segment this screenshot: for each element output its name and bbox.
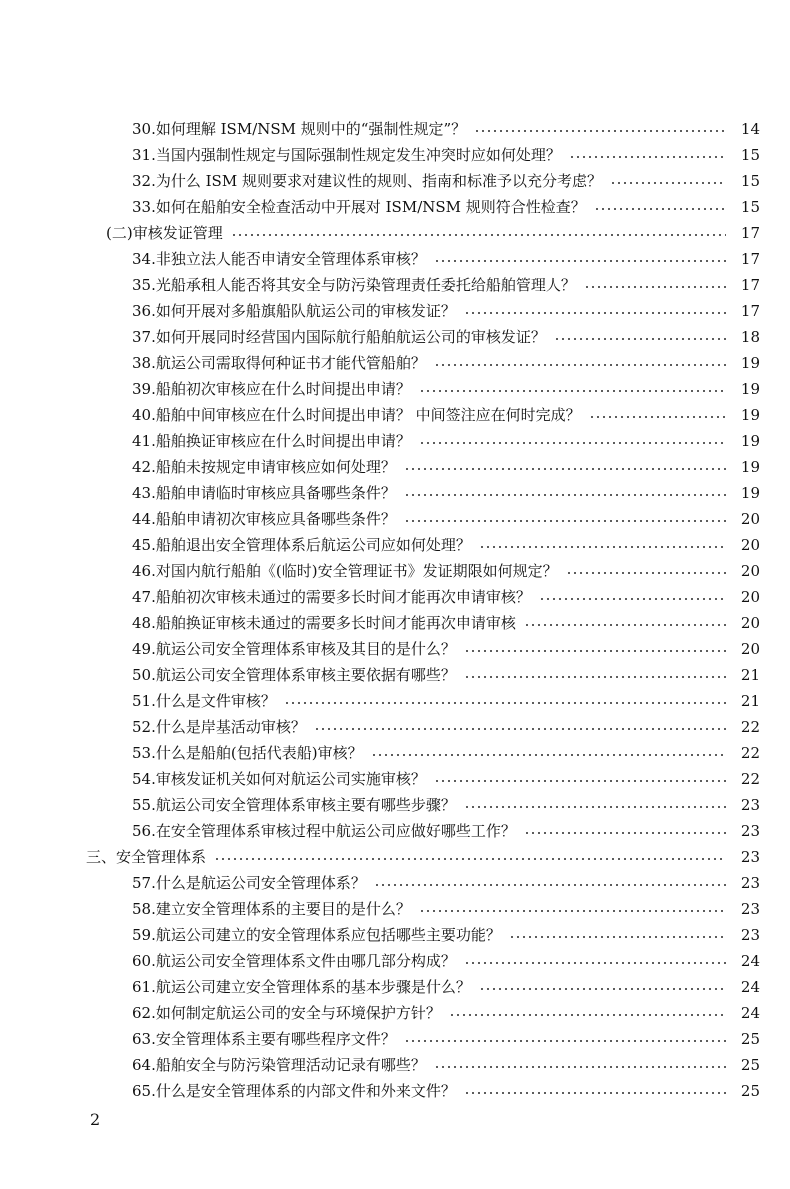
dot-leader — [589, 416, 726, 418]
dot-leader — [419, 442, 726, 444]
toc-entry-page: 24 — [740, 978, 760, 996]
toc-entry[interactable] — [0, 974, 790, 1000]
toc-entry-number: 56. — [132, 822, 156, 840]
toc-entry-number: 31. — [132, 146, 156, 164]
toc-entry-page: 25 — [740, 1082, 760, 1100]
toc-entry-title: (二)审核发证管理 — [106, 224, 223, 242]
toc-entry-page: 22 — [740, 744, 760, 762]
dot-leader — [464, 312, 726, 314]
toc-entry-page: 22 — [740, 770, 760, 788]
dot-leader — [404, 1040, 726, 1042]
toc-entry-page: 20 — [740, 640, 760, 658]
toc-entry-page: 19 — [740, 406, 760, 424]
toc-entry[interactable] — [0, 506, 790, 532]
toc-entry-page: 20 — [740, 510, 760, 528]
dot-leader — [524, 624, 726, 626]
toc-entry[interactable] — [0, 116, 790, 142]
toc-entry[interactable] — [0, 740, 790, 766]
toc-entry-title: 什么是航运公司安全管理体系？ — [155, 874, 366, 892]
dot-leader — [419, 390, 726, 392]
toc-entry-number: 54. — [132, 770, 156, 788]
toc-entry[interactable] — [0, 870, 790, 896]
toc-entry-number: 40. — [132, 406, 156, 424]
dot-leader — [434, 1066, 726, 1068]
toc-entry[interactable] — [0, 766, 790, 792]
toc-section-heading[interactable] — [0, 844, 790, 870]
dot-leader — [610, 182, 726, 184]
dot-leader — [464, 650, 726, 652]
toc-entry-page: 24 — [740, 952, 760, 970]
toc-entry-page: 25 — [740, 1030, 760, 1048]
toc-entry-page: 19 — [740, 432, 760, 450]
toc-entry-number: 41. — [132, 432, 156, 450]
toc-entry-page: 15 — [740, 198, 760, 216]
toc-entry-page: 23 — [740, 822, 760, 840]
toc-entry-page: 20 — [740, 588, 760, 606]
toc-entry-number: 53. — [132, 744, 156, 762]
toc-entry-number: 43. — [132, 484, 156, 502]
toc-entry-number: 34. — [132, 250, 156, 268]
toc-entry-number: 35. — [132, 276, 156, 294]
toc-entry-title: 航运公司安全管理体系文件由哪几部分构成？ — [155, 952, 456, 970]
toc-entry-number: 48. — [132, 614, 156, 632]
toc-entry-title: 审核发证机关如何对航运公司实施审核？ — [155, 770, 426, 788]
toc-entry-title: 什么是安全管理体系的内部文件和外来文件？ — [155, 1082, 456, 1100]
toc-entry-number: 30. — [132, 120, 156, 138]
toc-entry-number: 57. — [132, 874, 156, 892]
toc-entry[interactable] — [0, 246, 790, 272]
toc-entry-page: 24 — [740, 1004, 760, 1022]
toc-entry-number: 63. — [132, 1030, 156, 1048]
toc-entry-title: 建立安全管理体系的主要目的是什么？ — [155, 900, 411, 918]
toc-entry-page: 19 — [740, 484, 760, 502]
toc-entry-number: 62. — [132, 1004, 156, 1022]
toc-entry-page: 23 — [740, 900, 760, 918]
toc-entry-title: 当国内强制性规定与国际强制性规定发生冲突时应如何处理？ — [155, 146, 561, 164]
toc-entry-number: 61. — [132, 978, 156, 996]
dot-leader — [554, 338, 726, 340]
toc-entry[interactable] — [0, 1052, 790, 1078]
toc-entry-title: 航运公司建立安全管理体系的基本步骤是什么？ — [155, 978, 471, 996]
toc-entry-number: 59. — [132, 926, 156, 944]
toc-entry-page: 19 — [740, 354, 760, 372]
toc-entry-title: 非独立法人能否申请安全管理体系审核？ — [155, 250, 426, 268]
toc-entry-title: 什么是船舶(包括代表船)审核？ — [155, 744, 363, 762]
toc-entry[interactable] — [0, 610, 790, 636]
toc-entry-number: 49. — [132, 640, 156, 658]
toc-entry[interactable] — [0, 922, 790, 948]
toc-entry-page: 15 — [740, 146, 760, 164]
toc-entry-page: 17 — [740, 276, 760, 294]
toc-entry-number: 36. — [132, 302, 156, 320]
toc-entry[interactable] — [0, 428, 790, 454]
toc-entry-number: 42. — [132, 458, 156, 476]
dot-leader — [434, 780, 726, 782]
dot-leader — [284, 702, 726, 704]
toc-entry-page: 15 — [740, 172, 760, 190]
toc-entry[interactable] — [0, 1026, 790, 1052]
toc-entry-title: 船舶申请临时审核应具备哪些条件？ — [155, 484, 396, 502]
toc-entry-number: 58. — [132, 900, 156, 918]
toc-entry-page: 17 — [740, 250, 760, 268]
dot-leader — [434, 260, 726, 262]
dot-leader — [374, 884, 726, 886]
toc-entry-title: 如何开展同时经营国内国际航行船舶航运公司的审核发证？ — [155, 328, 546, 346]
dot-leader — [371, 754, 726, 756]
dot-leader — [464, 1092, 726, 1094]
toc-entry-title: 光船承租人能否将其安全与防污染管理责任委托给船舶管理人？ — [155, 276, 576, 294]
toc-entry-page: 14 — [740, 120, 760, 138]
toc-entry-number: 33. — [132, 198, 156, 216]
toc-entry-title: 如何理解 ISM/NSM 规则中的“强制性规定”？ — [155, 120, 467, 138]
toc-entry-number: 45. — [132, 536, 156, 554]
toc-entry-title: 船舶安全与防污染管理活动记录有哪些？ — [155, 1056, 426, 1074]
toc-entry-number: 39. — [132, 380, 156, 398]
toc-entry[interactable] — [0, 376, 790, 402]
dot-leader — [594, 208, 726, 210]
table-of-contents — [0, 116, 790, 1104]
toc-entry-page: 22 — [740, 718, 760, 736]
toc-section-heading[interactable] — [0, 220, 790, 246]
toc-entry-title: 如何开展对多船旗船队航运公司的审核发证？ — [155, 302, 456, 320]
toc-entry[interactable] — [0, 662, 790, 688]
toc-entry[interactable] — [0, 324, 790, 350]
toc-entry[interactable] — [0, 558, 790, 584]
toc-entry[interactable] — [0, 818, 790, 844]
toc-entry-number: 51. — [132, 692, 156, 710]
toc-entry-page: 25 — [740, 1056, 760, 1074]
toc-entry-title: 如何制定航运公司的安全与环境保护方针？ — [155, 1004, 441, 1022]
toc-entry-number: 47. — [132, 588, 156, 606]
toc-entry-title: 为什么 ISM 规则要求对建议性的规则、指南和标准予以充分考虑？ — [155, 172, 602, 190]
toc-entry-number: 44. — [132, 510, 156, 528]
toc-entry-page: 19 — [740, 458, 760, 476]
toc-entry[interactable] — [0, 714, 790, 740]
dot-leader — [419, 910, 726, 912]
toc-entry-title: 什么是岸基活动审核？ — [155, 718, 306, 736]
dot-leader — [539, 598, 726, 600]
dot-leader — [479, 988, 726, 990]
toc-entry[interactable] — [0, 584, 790, 610]
toc-entry-number: 55. — [132, 796, 156, 814]
toc-entry-title: 航运公司安全管理体系审核及其目的是什么？ — [155, 640, 456, 658]
toc-entry[interactable] — [0, 896, 790, 922]
toc-entry-title: 安全管理体系主要有哪些程序文件？ — [155, 1030, 396, 1048]
dot-leader — [566, 572, 726, 574]
dot-leader — [231, 234, 726, 236]
toc-entry[interactable] — [0, 298, 790, 324]
toc-entry-page: 17 — [740, 302, 760, 320]
toc-entry-title: 对国内航行船舶《(临时)安全管理证书》发证期限如何规定？ — [155, 562, 558, 580]
toc-entry-title: 船舶申请初次审核应具备哪些条件？ — [155, 510, 396, 528]
toc-entry[interactable] — [0, 454, 790, 480]
page-number: 2 — [90, 1110, 101, 1129]
toc-entry-title: 船舶初次审核未通过的需要多长时间才能再次申请审核？ — [155, 588, 531, 606]
toc-entry-page: 23 — [740, 874, 760, 892]
toc-entry-title: 什么是文件审核？ — [155, 692, 276, 710]
toc-entry[interactable] — [0, 402, 790, 428]
toc-entry-title: 船舶退出安全管理体系后航运公司应如何处理？ — [155, 536, 471, 554]
dot-leader — [404, 494, 726, 496]
toc-entry[interactable] — [0, 480, 790, 506]
dot-leader — [314, 728, 726, 730]
toc-entry[interactable] — [0, 532, 790, 558]
toc-entry-page: 19 — [740, 380, 760, 398]
toc-entry-title: 在安全管理体系审核过程中航运公司应做好哪些工作？ — [155, 822, 516, 840]
dot-leader — [214, 858, 726, 860]
dot-leader — [479, 546, 726, 548]
dot-leader — [404, 468, 726, 470]
dot-leader — [434, 364, 726, 366]
dot-leader — [464, 676, 726, 678]
toc-entry-number: 52. — [132, 718, 156, 736]
toc-entry-number: 46. — [132, 562, 156, 580]
toc-entry[interactable] — [0, 1000, 790, 1026]
toc-entry-page: 23 — [740, 926, 760, 944]
toc-entry-number: 64. — [132, 1056, 156, 1074]
toc-entry-number: 32. — [132, 172, 156, 190]
toc-entry-page: 23 — [740, 848, 760, 866]
toc-entry-title: 船舶换证审核应在什么时间提出申请？ — [155, 432, 411, 450]
toc-entry-title: 船舶中间审核应在什么时间提出申请？ 中间签注应在何时完成？ — [155, 406, 581, 424]
dot-leader — [464, 806, 726, 808]
toc-entry[interactable] — [0, 948, 790, 974]
toc-entry[interactable] — [0, 350, 790, 376]
toc-entry-title: 船舶初次审核应在什么时间提出申请？ — [155, 380, 411, 398]
toc-entry-page: 21 — [740, 692, 760, 710]
toc-entry-number: 60. — [132, 952, 156, 970]
toc-entry-number: 65. — [132, 1082, 156, 1100]
dot-leader — [569, 156, 726, 158]
toc-entry[interactable] — [0, 272, 790, 298]
toc-entry-page: 23 — [740, 796, 760, 814]
dot-leader — [449, 1014, 726, 1016]
toc-entry[interactable] — [0, 688, 790, 714]
dot-leader — [464, 962, 726, 964]
toc-entry-page: 20 — [740, 562, 760, 580]
toc-entry-title: 如何在船舶安全检查活动中开展对 ISM/NSM 规则符合性检查？ — [155, 198, 586, 216]
toc-entry[interactable] — [0, 142, 790, 168]
toc-entry-title: 船舶换证审核未通过的需要多长时间才能再次申请审核 — [155, 614, 516, 632]
dot-leader — [404, 520, 726, 522]
dot-leader — [584, 286, 726, 288]
toc-entry-page: 20 — [740, 614, 760, 632]
toc-entry-title: 航运公司建立的安全管理体系应包括哪些主要功能？ — [155, 926, 501, 944]
toc-entry-title: 航运公司安全管理体系审核主要依据有哪些？ — [155, 666, 456, 684]
toc-entry-number: 37. — [132, 328, 156, 346]
toc-entry[interactable] — [0, 792, 790, 818]
toc-entry-page: 21 — [740, 666, 760, 684]
toc-entry-title: 船舶未按规定申请审核应如何处理？ — [155, 458, 396, 476]
toc-entry[interactable] — [0, 1078, 790, 1104]
toc-entry[interactable] — [0, 194, 790, 220]
toc-entry-title: 航运公司需取得何种证书才能代管船舶？ — [155, 354, 426, 372]
toc-entry-number: 50. — [132, 666, 156, 684]
toc-entry-title: 三、安全管理体系 — [86, 848, 207, 866]
toc-entry-title: 航运公司安全管理体系审核主要有哪些步骤？ — [155, 796, 456, 814]
toc-entry-page: 20 — [740, 536, 760, 554]
dot-leader — [524, 832, 726, 834]
toc-entry-page: 18 — [740, 328, 760, 346]
toc-entry[interactable] — [0, 168, 790, 194]
dot-leader — [474, 130, 726, 132]
toc-entry[interactable] — [0, 636, 790, 662]
toc-entry-page: 17 — [740, 224, 760, 242]
dot-leader — [509, 936, 726, 938]
toc-entry-number: 38. — [132, 354, 156, 372]
